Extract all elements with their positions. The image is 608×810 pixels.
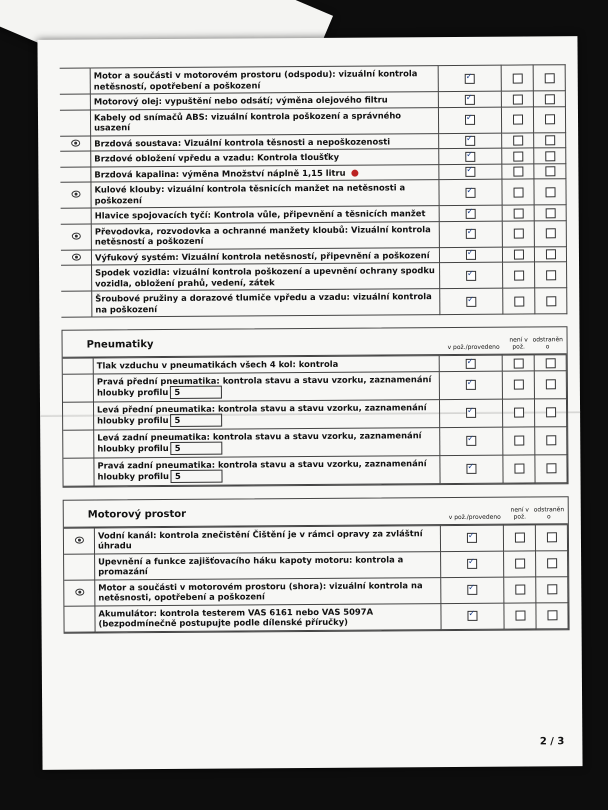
engine-table: [64, 524, 569, 633]
red-dot-icon: [351, 169, 358, 176]
row-marker: [60, 136, 91, 152]
row-marker: [64, 528, 95, 554]
check-cell: [536, 550, 568, 576]
check-cell: [502, 132, 534, 148]
item-description: Kulové klouby: vizuální kontrola těsnicích manžet na netěsnosti a poškození: [94, 182, 406, 205]
checkbox-not-needed[interactable]: [514, 408, 524, 418]
check-cell: [440, 262, 503, 288]
item-description: Motorový olej: vypuštění nebo odsátí; výměna olejového filtru: [93, 94, 388, 107]
check-cell: [439, 205, 502, 221]
checklist-row: [61, 288, 567, 318]
col-not-needed-header: není v pož.: [510, 505, 529, 521]
row-marker: [63, 458, 94, 486]
item-description: Brzdové obložení vpředu a vzadu: Kontrola tloušťky: [94, 151, 340, 164]
check-cell: [534, 398, 566, 426]
row-cell: [93, 399, 439, 429]
check-cell: [439, 399, 502, 427]
check-cell: [502, 179, 534, 205]
section-title: Pneumatiky: [86, 339, 154, 351]
check-cell: [536, 602, 568, 628]
check-cell: [536, 576, 568, 602]
item-description: Upevnění a funkce zajišťovacího háku kapoty motoru: kontrola a promazání: [98, 553, 404, 577]
col-done-header: v pož./provedeno: [447, 343, 500, 352]
checkbox-fixed[interactable]: [545, 166, 555, 176]
check-cell: [438, 107, 501, 133]
checklist-row: [61, 220, 567, 250]
checklist-row: [60, 179, 566, 209]
check-cell: [439, 221, 502, 247]
check-cell: [503, 426, 535, 454]
check-cell: [535, 426, 567, 454]
row-marker: [61, 208, 92, 224]
row-cell: [90, 107, 438, 135]
check-cell: [438, 91, 501, 107]
checkbox-fixed[interactable]: [547, 585, 557, 595]
profile-depth-field[interactable]: 5: [170, 414, 222, 427]
check-cell: [501, 91, 533, 107]
item-description: Hlavice spojovacích tyčí: Kontrola vůle, připevnění a těsnicích manžet: [94, 208, 426, 221]
check-cell: [438, 65, 501, 91]
checkbox-not-needed[interactable]: [515, 559, 525, 569]
check-cell: [534, 148, 566, 164]
row-cell: [94, 455, 440, 485]
eye-icon: [71, 139, 80, 146]
eye-icon: [75, 588, 84, 595]
inspection-table: [60, 64, 568, 318]
row-cell: [94, 427, 440, 457]
check-cell: [503, 288, 535, 314]
checkbox-fixed[interactable]: [544, 73, 554, 83]
check-cell: [535, 454, 567, 482]
check-cell: [534, 205, 566, 221]
checkbox-fixed[interactable]: [545, 135, 555, 145]
checkbox-done[interactable]: [466, 188, 476, 198]
checkbox-fixed[interactable]: [546, 296, 556, 306]
item-description: Šroubové pružiny a dorazové tlumiče vpředu a vzadu: vizuální kontrola na poškození: [95, 291, 432, 314]
checkbox-fixed[interactable]: [545, 249, 555, 259]
checkbox-done[interactable]: [466, 436, 476, 446]
col-fixed-header: odstraněn o: [533, 505, 565, 520]
check-cell: [502, 370, 534, 398]
checkbox-done[interactable]: [466, 297, 476, 307]
row-marker: [63, 402, 94, 430]
checkbox-done[interactable]: [466, 358, 476, 368]
row-marker: [63, 374, 94, 402]
checkbox-not-needed[interactable]: [512, 115, 522, 125]
checkbox-done[interactable]: [465, 115, 475, 125]
check-cell: [502, 163, 534, 179]
checkbox-fixed[interactable]: [546, 436, 556, 446]
checklist-row: [64, 576, 568, 606]
row-marker: [63, 430, 94, 458]
eye-icon: [74, 536, 83, 543]
checklist-row: [63, 370, 567, 402]
checkbox-done[interactable]: [466, 408, 476, 418]
check-cell: [441, 603, 504, 629]
checkbox-not-needed[interactable]: [512, 94, 522, 104]
checklist-row: [64, 550, 568, 580]
checkbox-done[interactable]: [465, 74, 475, 84]
row-marker: [64, 606, 95, 632]
row-marker: [61, 250, 92, 266]
check-cell: [535, 288, 567, 314]
checkbox-done[interactable]: [467, 559, 477, 569]
row-cell: [91, 221, 439, 249]
check-cell: [502, 398, 534, 426]
item-description: Motor a součásti v motorovém prostoru (odspodu): vizuální kontrola netěsností, opotřebení a poškození: [93, 68, 418, 92]
check-cell: [534, 370, 566, 398]
checkbox-done[interactable]: [466, 229, 476, 239]
checkbox-not-needed[interactable]: [513, 151, 523, 161]
item-description: Převodovka, rozvodovka a ochranné manžety kloubů: Vizuální kontrola netěsností a poškození: [94, 223, 431, 247]
check-cell: [502, 148, 534, 164]
row-marker: [63, 358, 94, 374]
check-cell: [439, 355, 502, 371]
col-fixed-header: odstraněn o: [532, 336, 563, 351]
profile-depth-field[interactable]: 5: [170, 386, 222, 399]
row-marker: [60, 167, 91, 183]
check-cell: [504, 550, 536, 576]
eye-icon: [71, 232, 80, 239]
checklist-row: [63, 454, 567, 486]
profile-depth-field[interactable]: 5: [171, 442, 223, 455]
check-cell: [502, 355, 534, 371]
checkbox-done[interactable]: [466, 271, 476, 281]
checklist-row: [64, 602, 568, 632]
item-description: Brzdová soustava: Vizuální kontrola těsnosti a nepoškozenosti: [94, 135, 391, 149]
check-cell: [535, 262, 567, 288]
col-done-header: v pož./provedeno: [448, 513, 501, 521]
check-cell: [439, 371, 502, 399]
checkbox-fixed[interactable]: [546, 408, 556, 418]
check-cell: [534, 246, 566, 262]
check-cell: [533, 65, 565, 91]
col-not-needed-header: není v pož.: [509, 336, 528, 351]
row-marker: [60, 68, 91, 94]
row-marker: [60, 151, 91, 167]
check-cell: [535, 524, 567, 550]
check-cell: [502, 246, 534, 262]
checkbox-not-needed[interactable]: [514, 533, 524, 543]
row-marker: [60, 182, 91, 208]
check-cell: [534, 355, 566, 371]
check-cell: [440, 288, 503, 314]
checkbox-fixed[interactable]: [547, 611, 557, 621]
checkbox-not-needed[interactable]: [513, 167, 523, 177]
checkbox-done[interactable]: [466, 464, 476, 474]
check-cell: [439, 164, 502, 180]
check-cell: [501, 65, 533, 91]
row-marker: [61, 291, 92, 317]
row-cell: [95, 603, 441, 631]
eye-icon: [71, 191, 80, 198]
row-cell: [92, 289, 440, 317]
item-description: Brzdová kapalina: výměna Množství náplně 1,15 litru: [94, 167, 346, 179]
check-cell: [504, 576, 536, 602]
check-cell: [533, 106, 565, 132]
item-description: Pravá zadní pneumatika: kontrola stavu a stavu vzorku, zaznamenání hloubky profilu: [97, 457, 427, 482]
checklist-row: [64, 524, 568, 554]
check-cell: [533, 91, 565, 107]
item-description: Kabely od snímačů ABS: vizuální kontrola poškození a správného usazení: [93, 109, 402, 133]
checklist-row: [61, 262, 567, 292]
item-description: Motor a součásti v motorovém prostoru (shora): vizuální kontrola na netěsnosti, opotřebení a poškození: [98, 579, 423, 603]
check-cell: [534, 163, 566, 179]
row-cell: [91, 180, 439, 208]
checkbox-not-needed[interactable]: [514, 464, 524, 474]
row-cell: [92, 263, 440, 291]
row-marker: [60, 94, 91, 110]
checkbox-done[interactable]: [465, 167, 475, 177]
checkbox-fixed[interactable]: [545, 151, 555, 161]
item-description: Levá zadní pneumatika: kontrola stavu a stavu vzorku, zaznamenání hloubky profilu: [97, 429, 422, 454]
checkbox-done[interactable]: [467, 611, 477, 621]
checkbox-fixed[interactable]: [544, 94, 554, 104]
item-description: Levá přední pneumatika: kontrola stavu a stavu vzorku, zaznamenání hloubky profilu: [97, 401, 427, 426]
item-description: Výfukový systém: Vizuální kontrola netěsností, připevnění a poškození: [94, 249, 430, 262]
checkbox-not-needed[interactable]: [513, 380, 523, 390]
checkbox-done[interactable]: [466, 250, 476, 260]
check-cell: [441, 577, 504, 603]
checkbox-done[interactable]: [466, 380, 476, 390]
checkbox-fixed[interactable]: [545, 380, 555, 390]
checkbox-fixed[interactable]: [546, 533, 556, 543]
section-title: Motorový prostor: [87, 508, 187, 521]
checkbox-done[interactable]: [465, 151, 475, 161]
checkbox-not-needed[interactable]: [514, 296, 524, 306]
service-checklist-page: [37, 36, 582, 770]
checkbox-done[interactable]: [466, 208, 476, 218]
tires-section: [61, 326, 568, 487]
checkbox-not-needed[interactable]: [513, 229, 523, 239]
item-description: Pravá přední pneumatika: kontrola stavu a stavu vzorku, zaznamenání hloubky profilu: [96, 373, 432, 398]
engine-section: [63, 496, 570, 634]
checkbox-done[interactable]: [467, 585, 477, 595]
check-cell: [440, 525, 503, 551]
check-cell: [502, 205, 534, 221]
check-cell: [504, 602, 536, 628]
checkbox-done[interactable]: [465, 94, 475, 104]
item-description: Vodní kanál: kontrola znečistění Čištění je v rámci opravy za zvláštní úhradu: [97, 527, 423, 551]
row-cell: [94, 525, 440, 553]
checkbox-not-needed[interactable]: [513, 136, 523, 146]
checkbox-not-needed[interactable]: [514, 270, 524, 280]
profile-depth-field[interactable]: 5: [171, 470, 223, 483]
item-description: Spodek vozidla: vizuální kontrola poškození a upevnění ochrany spodku vozidla, obložení prahů, vedení, zátek: [95, 265, 435, 288]
check-cell: [534, 132, 566, 148]
check-cell: [440, 427, 503, 455]
checkbox-not-needed[interactable]: [513, 187, 523, 197]
tires-table: [63, 354, 568, 486]
check-cell: [439, 179, 502, 205]
row-marker: [61, 224, 92, 250]
page-number: 2 / 3: [539, 736, 565, 748]
checkbox-done[interactable]: [465, 136, 475, 146]
checkbox-fixed[interactable]: [547, 559, 557, 569]
checkbox-fixed[interactable]: [545, 229, 555, 239]
row-cell: [93, 371, 439, 401]
check-cell: [501, 106, 533, 132]
row-cell: [95, 577, 441, 605]
eye-icon: [71, 253, 80, 260]
item-description: Akumulátor: kontrola testerem VAS 6161 nebo VAS 5097A (bezpodmínečně postupujte podle dílenské příručky): [98, 606, 374, 629]
item-description: Tlak vzduchu v pneumatikách všech 4 kol: kontrola: [96, 358, 339, 371]
checkbox-not-needed[interactable]: [513, 208, 523, 218]
checklist-row: [63, 398, 567, 430]
checkbox-fixed[interactable]: [546, 270, 556, 280]
checkbox-not-needed[interactable]: [515, 585, 525, 595]
checklist-row: [63, 426, 567, 458]
checkbox-not-needed[interactable]: [515, 611, 525, 621]
row-marker: [64, 554, 95, 580]
check-cell: [534, 220, 566, 246]
check-cell: [503, 524, 535, 550]
checkbox-fixed[interactable]: [546, 464, 556, 474]
row-marker: [60, 110, 91, 136]
check-cell: [502, 220, 534, 246]
check-cell: [441, 551, 504, 577]
row-cell: [95, 551, 441, 579]
row-cell: [90, 66, 438, 94]
checkbox-not-needed[interactable]: [513, 250, 523, 260]
check-cell: [503, 454, 535, 482]
row-marker: [61, 265, 92, 291]
checkbox-not-needed[interactable]: [513, 358, 523, 368]
checkbox-fixed[interactable]: [545, 187, 555, 197]
row-marker: [64, 580, 95, 606]
checkbox-not-needed[interactable]: [514, 436, 524, 446]
checkbox-fixed[interactable]: [545, 358, 555, 368]
check-cell: [439, 148, 502, 164]
check-cell: [440, 455, 503, 483]
checkbox-not-needed[interactable]: [512, 73, 522, 83]
checkbox-fixed[interactable]: [544, 115, 554, 125]
check-cell: [503, 262, 535, 288]
check-cell: [439, 133, 502, 149]
checkbox-done[interactable]: [467, 533, 477, 543]
check-cell: [439, 247, 502, 263]
check-cell: [534, 179, 566, 205]
checkbox-fixed[interactable]: [545, 208, 555, 218]
checklist-row: [60, 106, 566, 136]
checklist-row: [60, 65, 566, 95]
